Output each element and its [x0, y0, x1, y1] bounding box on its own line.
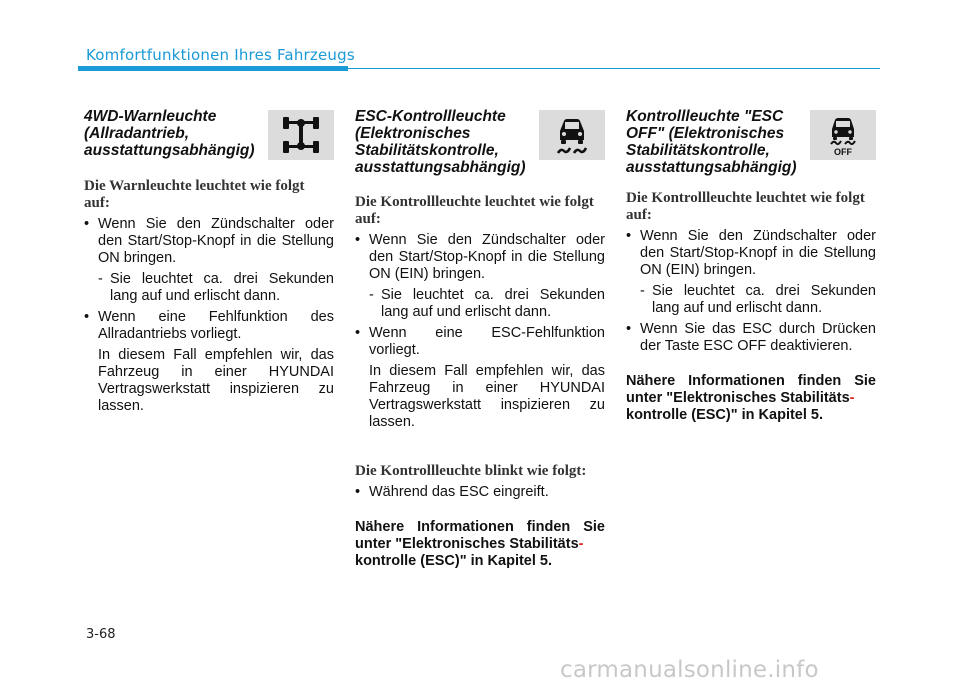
note-text: kontrolle (ESC)" in Kapitel 5. — [626, 407, 824, 423]
reference-note — [626, 373, 876, 424]
sub-item: - Sie leuchtet ca. drei Sekunden lang auf und erlischt dann. — [84, 271, 334, 305]
section-spacer — [355, 435, 605, 449]
note-text: Nähere Informationen finden Sie unter "Elektronisches Stabilitäts — [626, 373, 876, 406]
sub-heading: Die Kontrollleuchte leuchtet wie folgt auf: — [626, 190, 865, 223]
column-esc-indicator — [355, 108, 605, 570]
off-label: OFF — [834, 147, 852, 157]
header-title: Komfortfunktionen Ihres Fahrzeugs — [86, 46, 355, 64]
sub-item: - Sie leuchtet ca. drei Sekunden lang auf und erlischt dann. — [355, 287, 605, 321]
reference-note — [355, 519, 605, 570]
header-rule-thin — [348, 68, 880, 69]
4wd-drivetrain-icon — [268, 110, 334, 160]
esc-off-icon — [810, 110, 876, 160]
section-head — [355, 108, 605, 176]
section-title: 4WD-Warnleuchte (Allradantrieb, ausstattungsabhängig) — [84, 108, 255, 159]
section-title: ESC-Kontrollleuchte (Elektronisches Stabilitätskontrolle, ausstattungsabhängig) — [355, 108, 526, 176]
column-esc-off-indicator — [626, 108, 876, 424]
esc-skid-car-icon — [539, 110, 605, 160]
indented-paragraph: In diesem Fall empfehlen wir, das Fahrzeug in einer HYUNDAI Vertragswerkstatt inspizieren zu lassen. — [369, 363, 605, 430]
hyphen-mark: - — [578, 536, 584, 552]
bullet-item: • Während das ESC eingreift. — [355, 484, 605, 501]
page-number: 3-68 — [86, 627, 116, 642]
hyphen-mark: - — [849, 390, 855, 406]
indented-paragraph: In diesem Fall empfehlen wir, das Fahrzeug in einer HYUNDAI Vertragswerkstatt inspizieren zu lassen. — [98, 347, 334, 414]
sub-heading: Die Kontrollleuchte blinkt wie folgt: — [355, 463, 587, 479]
watermark: carmanualsonline.info — [560, 657, 819, 683]
bullet-item: • Wenn eine ESC-Fehlfunktion vorliegt. — [355, 325, 605, 359]
section-title: Kontrollleuchte "ESC OFF" (Elektronisches Stabilitätskontrolle, ausstattungsabhängig) — [626, 108, 797, 176]
sub-heading: Die Kontrollleuchte leuchtet wie folgt auf: — [355, 194, 594, 227]
bullet-item: • Wenn Sie den Zündschalter oder den Start/Stop-Knopf in die Stellung ON (EIN) bringen. — [626, 228, 876, 279]
note-text: Nähere Informationen finden Sie unter "Elektronisches Stabilitäts — [355, 519, 605, 552]
section-head — [626, 108, 876, 176]
sub-item: - Sie leuchtet ca. drei Sekunden lang auf und erlischt dann. — [626, 283, 876, 317]
header-rule-thick — [78, 66, 348, 71]
note-text: kontrolle (ESC)" in Kapitel 5. — [355, 553, 553, 569]
bullet-item: • Wenn Sie den Zündschalter oder den Start/Stop-Knopf in die Stellung ON bringen. — [84, 216, 334, 267]
bullet-item: • Wenn eine Fehlfunktion des Allradantriebs vorliegt. — [84, 309, 334, 343]
section-head — [84, 108, 334, 164]
bullet-item: • Wenn Sie das ESC durch Drücken der Taste ESC OFF deaktivieren. — [626, 321, 876, 355]
column-4wd-warning — [84, 108, 334, 419]
bullet-item: • Wenn Sie den Zündschalter oder den Start/Stop-Knopf in die Stellung ON (EIN) bringen. — [355, 232, 605, 283]
sub-heading: Die Warnleuchte leuchtet wie folgt auf: — [84, 178, 305, 211]
